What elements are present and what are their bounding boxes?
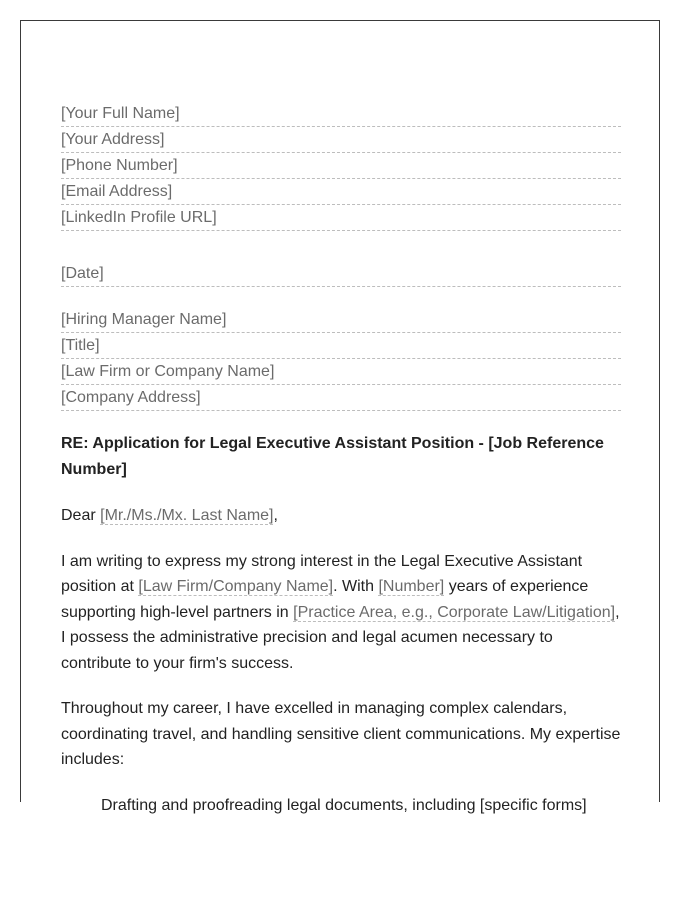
recipient-hiring-manager[interactable]: [Hiring Manager Name] (61, 307, 621, 333)
letter-page (20, 20, 660, 814)
paragraph-expertise: Throughout my career, I have excelled in managing complex calendars, coordinating travel, and handling sensitive client communications. My expertise includes: (61, 700, 621, 768)
recipient-company-name[interactable]: [Law Firm or Company Name] (61, 359, 621, 385)
paragraph-intro (61, 549, 621, 677)
letter-date[interactable]: [Date] (61, 261, 621, 287)
company-name-placeholder[interactable]: [Law Firm/Company Name] (138, 578, 334, 595)
sender-linkedin[interactable]: [LinkedIn Profile URL] (61, 205, 621, 231)
paragraph-text: . With (333, 578, 379, 595)
sender-email[interactable]: [Email Address] (61, 179, 621, 205)
sender-full-name[interactable]: [Your Full Name] (61, 101, 621, 127)
subject-line: RE: Application for Legal Executive Assistant Position - [Job Reference Number] (61, 435, 604, 478)
recipient-title[interactable]: [Title] (61, 333, 621, 359)
sender-block (61, 101, 621, 231)
recipient-company-address[interactable]: [Company Address] (61, 385, 621, 411)
letter-content (61, 101, 621, 818)
practice-area-placeholder[interactable]: [Practice Area, e.g., Corporate Law/Litigation] (293, 603, 616, 621)
years-number-placeholder[interactable]: [Number] (378, 578, 445, 595)
paragraph-text: I am writing to express my strong interest in the Legal Executive Assistant position at (61, 552, 583, 595)
paragraph-text: years of experience supporting high-level partners in (61, 578, 589, 621)
salutation-name-placeholder[interactable]: [Mr./Ms./Mx. Last Name] (100, 507, 274, 524)
list-item: Drafting and proofreading legal documents, including [specific forms] (101, 796, 587, 814)
recipient-block (61, 307, 621, 411)
salutation (61, 503, 621, 529)
salutation-suffix: , (273, 507, 278, 524)
spacer (61, 231, 621, 261)
paragraph-text: , I possess the administrative precision and legal acumen necessary to contribute to your firm's success. (61, 603, 620, 672)
spacer (61, 287, 621, 307)
sender-phone[interactable]: [Phone Number] (61, 153, 621, 179)
salutation-prefix: Dear (61, 507, 101, 524)
expertise-list (61, 793, 621, 819)
sender-address[interactable]: [Your Address] (61, 127, 621, 153)
